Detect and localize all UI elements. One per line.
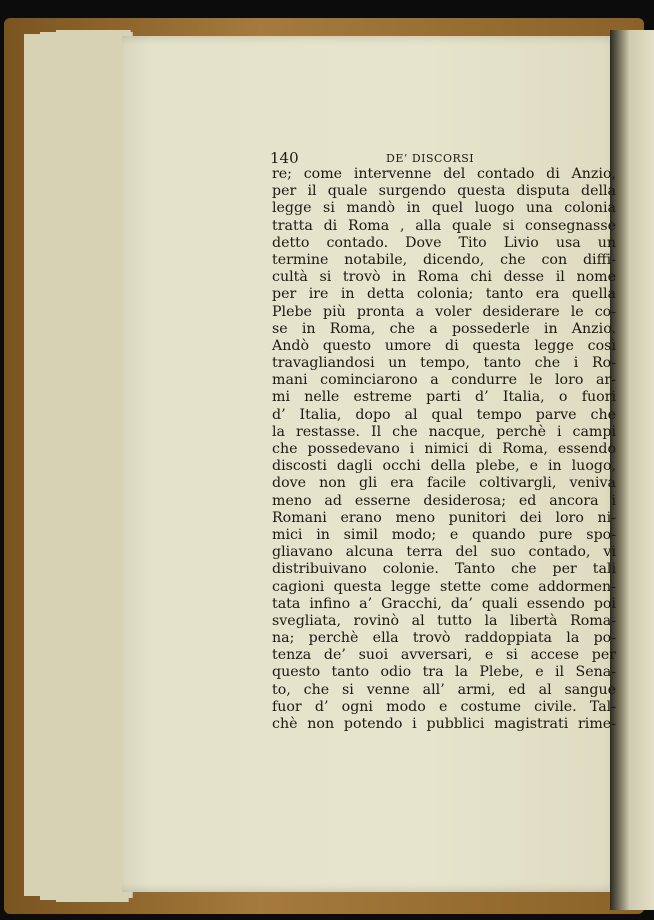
text-line: distribuivano colonie. Tanto che per tali xyxy=(272,561,616,578)
text-line: mici in simil modo; e quando pure spo- xyxy=(272,526,616,543)
text-line: d’ Italia, dopo al qual tempo parve che xyxy=(272,406,616,423)
text-line: to, che si venne all’ armi, ed al sangue xyxy=(272,681,616,698)
text-line: mi nelle estreme parti d’ Italia, o fuori xyxy=(272,389,616,406)
text-line: detto contado. Dove Tito Livio usa un xyxy=(272,234,616,251)
text-line: questo tanto odio tra la Plebe, e il Sena- xyxy=(272,664,616,681)
text-line: re; come intervenne del contado di Anzio, xyxy=(272,166,616,182)
text-line: per ire in detta colonia; tanto era quella xyxy=(272,286,616,303)
text-line: travagliandosi un tempo, tanto che i Ro- xyxy=(272,355,616,372)
text-line: per il quale surgendo questa disputa della xyxy=(272,183,616,200)
text-line: se in Roma, che a possederle in Anzio. xyxy=(272,320,616,337)
text-line: cultà si trovò in Roma chi desse il nome xyxy=(272,269,616,286)
body-text xyxy=(272,166,616,733)
running-title: DE’ DISCORSI xyxy=(386,152,475,165)
text-line: cagioni questa legge stette come addormen- xyxy=(272,578,616,595)
text-line: la restasse. Il che nacque, perchè i campi xyxy=(272,423,616,440)
text-line: Andò questo umore di questa legge così xyxy=(272,337,616,354)
page-header xyxy=(270,150,614,166)
text-line: che possedevano i nimici di Roma, essendo xyxy=(272,441,616,457)
text-line: gliavano alcuna terra del suo contado, vi xyxy=(272,544,616,561)
text-line: tratta di Roma , alla quale si consegnasse xyxy=(272,217,616,234)
text-line: Plebe più pronta a voler desiderare le co- xyxy=(272,303,616,320)
text-line: tata infino a’ Gracchi, da’ quali essendo poi xyxy=(272,595,616,612)
text-line: fuor d’ ogni modo e costume civile. Tal- xyxy=(272,698,616,715)
text-line: legge si mandò in quel luogo una colonia xyxy=(272,200,616,217)
text-line: tenza de’ suoi avversari, e si accese per xyxy=(272,647,616,664)
binding-gutter xyxy=(610,30,654,910)
text-line: termine notabile, dicendo, che con diffi- xyxy=(272,251,616,268)
text-line: meno ad esserne desiderosa; ed ancora i xyxy=(272,492,616,509)
text-line: Romani erano meno punitori dei loro ni- xyxy=(272,509,616,526)
page-number: 140 xyxy=(270,149,299,167)
text-line: dove non gli era facile coltivargli, veniva xyxy=(272,475,616,492)
text-line: svegliata, rovinò al tutto la libertà Roma- xyxy=(272,612,616,629)
text-line: mani cominciarono a condurre le loro ar- xyxy=(272,372,616,389)
text-line: chè non potendo i pubblici magistrati rime- xyxy=(272,716,616,732)
text-line: na; perchè ella trovò raddoppiata la po- xyxy=(272,630,616,647)
text-line: discosti dagli occhi della plebe, e in luogo, xyxy=(272,458,616,475)
